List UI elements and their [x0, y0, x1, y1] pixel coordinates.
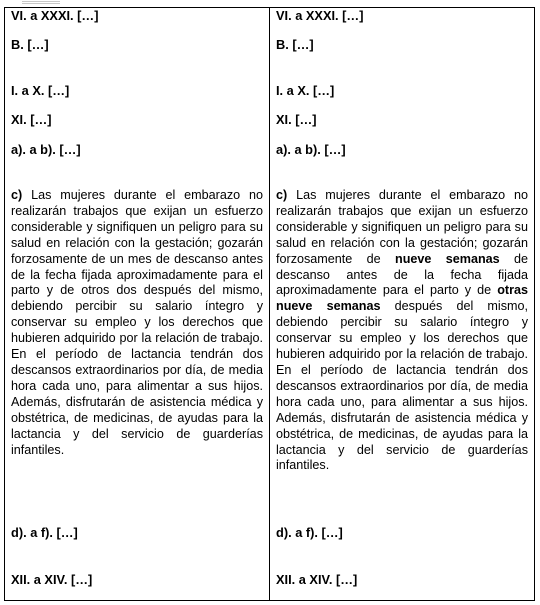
right-cell: [270, 83, 535, 112]
comparison-table: [4, 7, 535, 601]
section-label: a). a b). […]: [11, 141, 81, 157]
table-row: [5, 188, 535, 525]
table-row: [5, 8, 535, 37]
section-label: I. a X. […]: [11, 83, 70, 99]
section-label: a). a b). […]: [276, 141, 346, 157]
left-cell: [5, 188, 270, 525]
left-cell: [5, 37, 270, 83]
right-cell: [270, 142, 535, 188]
table-row: [5, 142, 535, 188]
right-cell: [270, 525, 535, 572]
table-row: [5, 112, 535, 142]
section-label: VI. a XXXI. […]: [11, 8, 99, 23]
right-cell: [270, 8, 535, 37]
section-label: B. […]: [11, 36, 49, 52]
section-label: XII. a XIV. […]: [11, 572, 93, 588]
right-cell: [270, 188, 535, 525]
paragraph-text: después del mismo, debiendo percibir su salario íntegro y conservar su empleo y los derechos que hubieren adquirido por la relación de trabajo. En el período de lactancia tendrán dos descansos extraordinarios por día, de media hora cada uno, para alimentar a sus hijos. Además, disfrutarán de asistencia médica y obstétrica, de medicinas, de ayudas para la lactancia y del servicio de guarderías infantiles.: [276, 299, 528, 473]
left-cell: [5, 572, 270, 600]
header-remnant: [22, 1, 60, 3]
table-row: [5, 83, 535, 112]
left-cell: [5, 142, 270, 188]
amended-text: otras nueve semanas: [276, 283, 528, 314]
right-cell: [270, 112, 535, 142]
section-label: d). a f). […]: [276, 524, 343, 540]
paragraph-label: c): [276, 188, 288, 202]
left-cell: [5, 525, 270, 572]
left-cell: [5, 83, 270, 112]
table-row: [5, 525, 535, 572]
paragraph-text: Las mujeres durante el embarazo no realizarán trabajos que exijan un esfuerzo considerable y signifiquen un peligro para su salud en relación con la gestación; gozarán forzosamente de un mes de descanso antes de la fecha fijada aproximadamente para el parto y de otros dos después del mismo, debiendo percibir su salario íntegro y conservar su empleo y los derechos que hubieren adquirido por la relación de trabajo. En el período de lactancia tendrán dos descansos extraordinarios por día, de media hora cada uno, para alimentar a sus hijos. Además, disfrutarán de asistencia médica y obstétrica, de medicinas, de ayudas para la lactancia y del servicio de guarderías infantiles.: [11, 188, 264, 457]
left-cell: [5, 112, 270, 142]
paragraph-text: de descanso antes de la fecha fijada aproximadamente para el parto y de: [276, 251, 529, 298]
paragraph-text: Las mujeres durante el embarazo no realizarán trabajos que exijan un esfuerzo considerable y signifiquen un peligro para su salud en relación con la gestación; gozarán forzosamente de: [276, 188, 529, 266]
right-cell: [270, 37, 535, 83]
paragraph-label: c): [11, 188, 23, 202]
left-cell: [5, 8, 270, 37]
section-label: XI. […]: [276, 111, 317, 127]
amended-text: nueve semanas: [395, 251, 500, 266]
section-label: B. […]: [276, 36, 314, 52]
section-label: XI. […]: [11, 111, 52, 127]
section-label: XII. a XIV. […]: [276, 572, 358, 588]
right-cell: [270, 572, 535, 600]
table-row: [5, 572, 535, 600]
section-label: d). a f). […]: [11, 524, 78, 540]
table-row: [5, 37, 535, 83]
section-label: I. a X. […]: [276, 83, 335, 99]
section-label: VI. a XXXI. […]: [276, 8, 364, 23]
